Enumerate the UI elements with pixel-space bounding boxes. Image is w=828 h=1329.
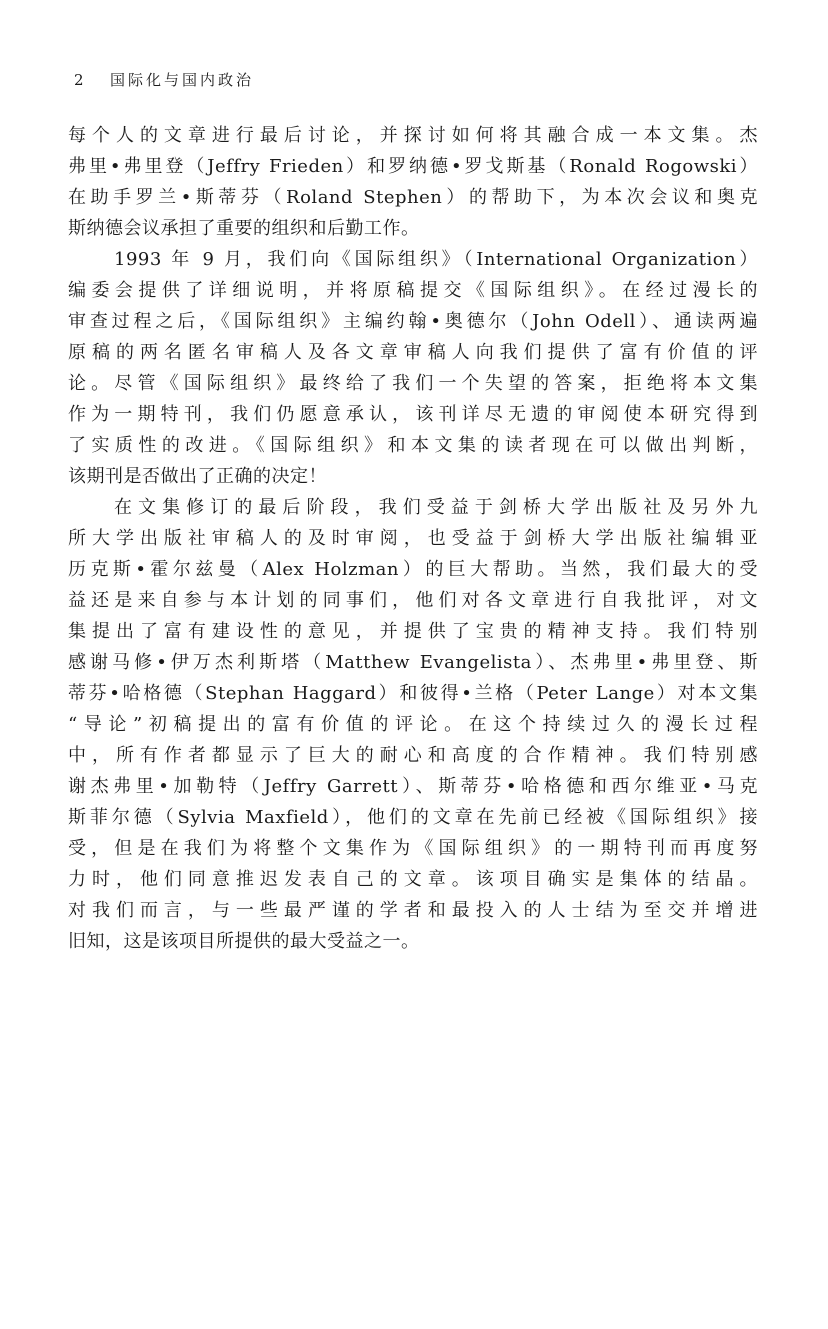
text-line: 原稿的两名匿名审稿人及各文章审稿人向我们提供了富有价值的评 — [68, 342, 758, 363]
text-line: 在文集修订的最后阶段，我们受益于剑桥大学出版社及另外九 — [114, 497, 758, 518]
text-line: 编委会提供了详细说明，并将原稿提交《国际组织》。在经过漫长的 — [68, 280, 758, 301]
running-title: 国际化与国内政治 — [110, 71, 255, 89]
text-line: “导论”初稿提出的富有价值的评论。在这个持续过久的漫长过程 — [68, 714, 758, 735]
text-line: 所大学出版社审稿人的及时审阅，也受益于剑桥大学出版社编辑亚 — [68, 528, 758, 549]
page-number: 2 — [74, 71, 84, 89]
text-line: 该期刊是否做出了正确的决定！ — [68, 466, 327, 487]
text-line: 中，所有作者都显示了巨大的耐心和高度的合作精神。我们特别感 — [68, 745, 758, 766]
text-line: 弗里•弗里登（Jeffry Frieden）和罗纳德•罗戈斯基（Ronald Rogowski） — [68, 156, 758, 177]
text-line: 审查过程之后，《国际组织》主编约翰•奥德尔（John Odell）、通读两遍 — [68, 311, 758, 332]
text-line: 益还是来自参与本计划的同事们，他们对各文章进行自我批评，对文 — [68, 590, 758, 611]
text-line: 论。尽管《国际组织》最终给了我们一个失望的答案，拒绝将本文集 — [68, 373, 758, 394]
body-text — [68, 120, 758, 957]
text-line: 每个人的文章进行最后讨论，并探讨如何将其融合成一本文集。杰 — [68, 125, 758, 146]
text-line: 了实质性的改进。《国际组织》和本文集的读者现在可以做出判断， — [68, 435, 758, 456]
text-line: 对我们而言，与一些最严谨的学者和最投入的人士结为至交并增进 — [68, 900, 758, 921]
text-line: 蒂芬•哈格德（Stephan Haggard）和彼得•兰格（Peter Lange）对本文集 — [68, 683, 758, 704]
text-line: 集提出了富有建设性的意见，并提供了宝贵的精神支持。我们特别 — [68, 621, 758, 642]
text-line: 历克斯•霍尔兹曼（Alex Holzman）的巨大帮助。当然，我们最大的受 — [68, 559, 758, 580]
running-head — [74, 68, 254, 92]
text-line: 1993 年 9 月，我们向《国际组织》（International Organization） — [114, 249, 758, 270]
text-line: 旧知，这是该项目所提供的最大受益之一。 — [68, 931, 420, 952]
text-line: 斯纳德会议承担了重要的组织和后勤工作。 — [68, 218, 420, 239]
text-line: 感谢马修•伊万杰利斯塔（Matthew Evangelista）、杰弗里•弗里登、斯 — [68, 652, 758, 673]
text-line: 在助手罗兰•斯蒂芬（Roland Stephen）的帮助下，为本次会议和奥克 — [68, 187, 758, 208]
text-line: 力时，他们同意推迟发表自己的文章。该项目确实是集体的结晶。 — [68, 869, 758, 890]
text-line: 受，但是在我们为将整个文集作为《国际组织》的一期特刊而再度努 — [68, 838, 758, 859]
text-line: 作为一期特刊，我们仍愿意承认，该刊详尽无遗的审阅使本研究得到 — [68, 404, 758, 425]
text-line: 斯菲尔德（Sylvia Maxfield），他们的文章在先前已经被《国际组织》接 — [68, 807, 758, 828]
text-line: 谢杰弗里•加勒特（Jeffry Garrett）、斯蒂芬•哈格德和西尔维亚•马克 — [68, 776, 758, 797]
